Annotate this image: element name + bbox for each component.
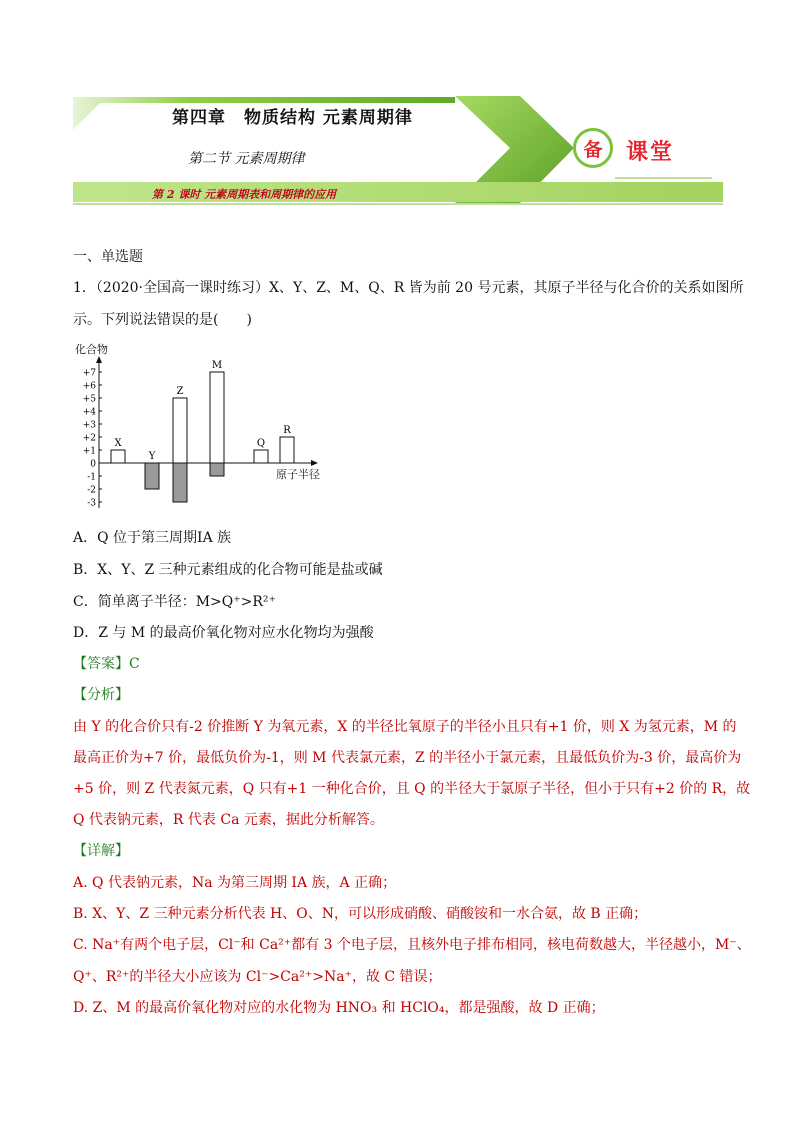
logo-text: 课堂: [626, 140, 675, 165]
lesson-title: 第 2 课时 元素周期表和周期律的应用: [152, 188, 337, 201]
question-stem-line1: 1．（2020·全国高一课时练习）X、Y、Z、M、Q、R 皆为前 20 号元素，其原子半径与化合价的关系如图所: [73, 280, 744, 296]
bar-x-positive: [111, 450, 125, 463]
bar-m-negative: [210, 463, 224, 476]
bar-label-z: Z: [176, 386, 184, 397]
bar-r-positive: [280, 437, 294, 463]
valence-radius-chart: [73, 338, 333, 518]
logo-char: 备: [583, 138, 603, 161]
analysis-title: 【分析】: [73, 687, 129, 703]
bar-label-x: X: [114, 438, 122, 449]
bar-y-negative: [145, 463, 159, 489]
chart-y-tick-label: -3: [87, 498, 96, 509]
bar-label-r: R: [283, 425, 291, 436]
chart-y-tick-label: +7: [82, 368, 96, 379]
chart-y-tick-label: +3: [82, 420, 96, 431]
section-title: 第二节 元素周期律: [188, 151, 305, 167]
chart-xlabel: 原子半径: [276, 468, 320, 481]
detail-line-1: A. Q 代表钠元素，Na 为第三周期 IA 族，A 正确；: [73, 875, 397, 891]
bar-z-negative: [173, 463, 187, 502]
analysis-line-4: Q 代表钠元素，R 代表 Ca 元素，据此分析解答。: [73, 812, 384, 828]
chart-y-tick-label: -2: [87, 485, 96, 496]
option-d: D．Z 与 M 的最高价氧化物对应水化物均为强酸: [73, 625, 374, 641]
chart-y-arrow: [96, 356, 102, 363]
bar-z-positive: [173, 398, 187, 463]
chart-x-arrow: [311, 460, 318, 466]
chart-y-tick-label: +5: [82, 394, 96, 405]
chart-y-tick-label: +4: [82, 407, 96, 418]
answer-label: 【答案】C: [73, 656, 140, 672]
analysis-line-1: 由 Y 的化合价只有-2 价推断 Y 为氧元素，X 的半径比氧原子的半径小且只有+1 价，则 X 为氢元素，M 的: [73, 719, 737, 735]
question-stem-line2: 示。下列说法错误的是( ): [73, 312, 252, 328]
bar-label-q: Q: [256, 438, 266, 449]
bar-label-y: Y: [148, 451, 156, 462]
chart-y-tick-label: -1: [87, 472, 96, 483]
bar-m-positive: [210, 372, 224, 463]
logo-badge: [573, 128, 613, 168]
detail-line-4: Q⁺、R²⁺的半径大小应该为 Cl⁻>Ca²⁺>Na⁺，故 C 错误；: [73, 969, 442, 985]
chart-ylabel: 化合物: [75, 343, 108, 356]
detail-line-3: C. Na⁺有两个电子层，Cl⁻和 Ca²⁺都有 3 个电子层，且核外电子排布相同，核电荷数越大，半径越小，M⁻、: [73, 937, 751, 953]
option-c: C．简单离子半径：M>Q⁺>R²⁺: [73, 594, 276, 610]
analysis-line-3: +5 价，则 Z 代表氮元素，Q 只有+1 一种化合价，且 Q 的半径大于氯原子半径，但小于只有+2 价的 R，故: [73, 781, 751, 797]
detail-title: 【详解】: [73, 843, 129, 859]
detail-line-2: B. X、Y、Z 三种元素分析代表 H、O、N，可以形成硝酸、硝酸铵和一水合氨，故 B 正确；: [73, 906, 648, 922]
option-b: B．X、Y、Z 三种元素组成的化合物可能是盐或碱: [73, 562, 383, 578]
header-banner: [0, 0, 793, 215]
chart-y-tick-label: 0: [90, 459, 96, 470]
analysis-line-2: 最高正价为+7 价，最低负价为-1，则 M 代表氯元素，Z 的半径小于氯元素，且最低负价为-3 价，最高价为: [73, 750, 742, 766]
option-a: A．Q 位于第三周期ⅠA 族: [73, 530, 232, 546]
chart-bars: [111, 360, 294, 502]
bar-label-m: M: [211, 360, 223, 371]
section-heading: 一、单选题: [73, 249, 143, 265]
bar-q-positive: [254, 450, 268, 463]
detail-line-5: D. Z、M 的最高价氧化物对应的水化物为 HNO₃ 和 HClO₄，都是强酸，故 D 正确；: [73, 1000, 605, 1016]
chart-y-tick-label: +6: [82, 381, 96, 392]
chart-y-tick-label: +1: [82, 446, 96, 457]
chart-y-tick-label: +2: [82, 433, 96, 444]
chapter-title: 第四章 物质结构 元素周期律: [172, 108, 413, 128]
